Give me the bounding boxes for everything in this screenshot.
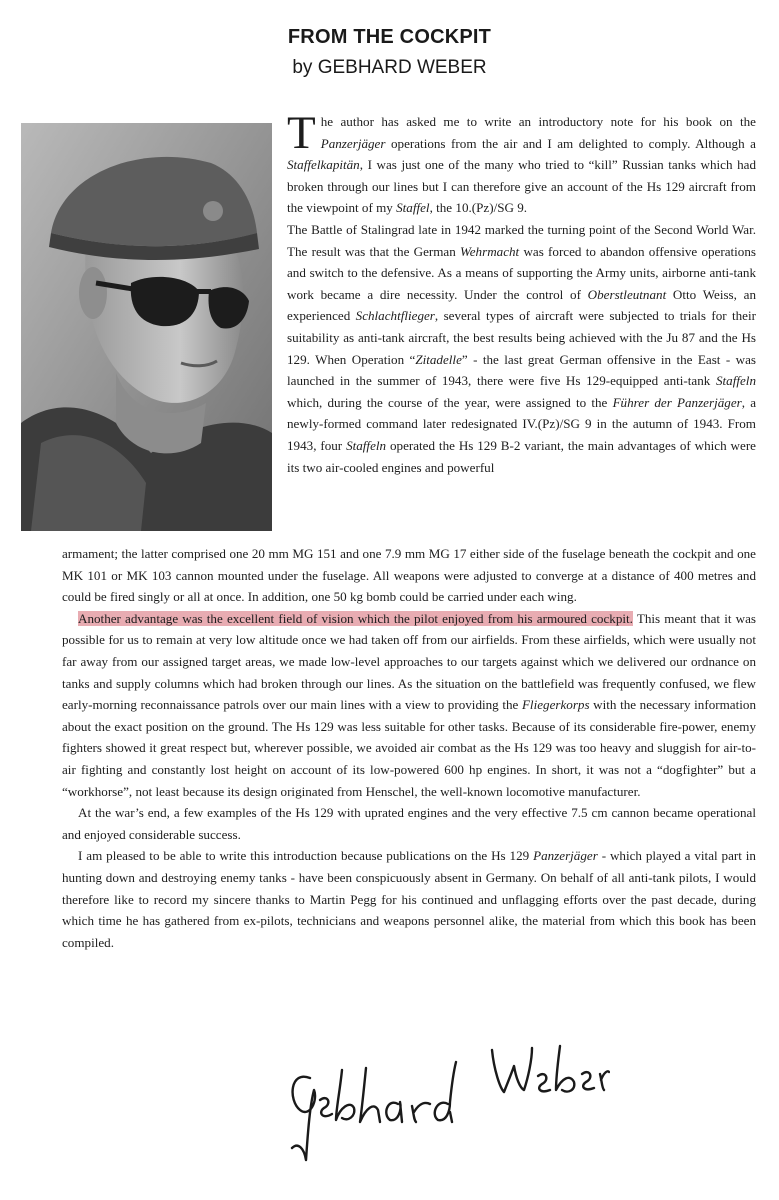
paragraph-intro: The author has asked me to write an introductory note for his book on the Panzerjäger operations from the air and I am delighted to comply. Although a Staffelkapitän, I was just one of the many who tried to “kill” Russian tanks which had broken through our lines but I can therefore give an account of the Hs 129 aircraft from the viewpoint of my Staffel, the 10.(Pz)/SG 9. — [287, 107, 756, 216]
handwritten-signature — [270, 1030, 610, 1170]
author-portrait-photo — [21, 123, 272, 531]
drop-cap: T — [287, 107, 316, 159]
page-title: FROM THE COCKPIT — [287, 26, 492, 48]
paragraph-armament: armament; the latter comprised one 20 mm MG 151 and one 7.9 mm MG 17 either side of the fuselage beneath the cockpit and one MK 101 or MK 103 cannon mounted under the fuselage. All weapons were adjusted to converge at a distance of 400 metres and could be fired singly or all at once. In addition, one 50 kg bomb could be carried under each wing. — [62, 546, 756, 605]
body-text — [62, 543, 756, 953]
highlighted-sentence: Another advantage was the excellent field of vision which the pilot enjoyed from his armoured cockpit. — [78, 610, 633, 626]
intro-column-text — [287, 107, 757, 478]
paragraph-thanks: I am pleased to be able to write this introduction because publications on the Hs 129 Panzerjäger - which played a vital part in hunting down and destroying enemy tanks - have been conspicuously absent in Germany. On behalf of all anti-tank pilots, I would therefore like to record my sincere thanks to Martin Pegg for his continued and unflagging efforts over the past decade, during which time he has gathered from ex-pilots, technicians and weapons personnel alike, the material from which this book has been compiled. — [62, 848, 756, 950]
paragraph-stalingrad: The Battle of Stalingrad late in 1942 marked the turning point of the Second World War. The result was that the German Wehrmacht was forced to abandon offensive operations and switch to the defensive. As a means of supporting the Army units, airborne anti-tank work became a dire necessity. Under the control of Oberstleutnant Otto Weiss, an experienced Schlachtflieger, several types of aircraft were subjected to trials for their suitability as anti-tank aircraft, the best results being achieved with the Ju 87 and the Hs 129. When Operation “Zitadelle” - the last great German offensive in the East - was launched in the summer of 1943, there were five Hs 129-equipped anti-tank Staffeln which, during the course of the year, were assigned to the Führer der Panzerjäger, a newly-formed command later redesignated IV.(Pz)/SG 9 in the autumn of 1943. From 1943, four Staffeln operated the Hs 129 B-2 variant, the main advantages of which were its two air-cooled engines and powerful — [287, 221, 757, 475]
paragraph-cockpit: Another advantage was the excellent field of vision which the pilot enjoyed from his armoured cockpit. This meant that it was possible for us to remain at very low altitude once we had taken off from our airfields. From these airfields, which were usually not far away from our assigned target areas, we made low-level approaches to our targets against which we delivered our ordnance on tanks and supply columns which had broken through our lines. As the situation on the battlefield was frequently confused, we flew early-morning reconnaissance patrols over our main lines with a view to providing the Fliegerkorps with the necessary information about the exact position on the ground. The Hs 129 was less suitable for other tasks. Because of its considerable fire-power, enemy fighters showed it great respect but, wherever possible, we avoided air combat as the Hs 129 was too heavy and sluggish for air-to-air fighting and constantly lost height on account of its low-powered 600 hp engines. In short, it was not a “dogfighter” but a “workhorse”, not least because its design originated from Henschel, the well-known locomotive manufacturer. — [62, 610, 756, 799]
paragraph-wars-end: At the war’s end, a few examples of the Hs 129 with uprated engines and the very effective 7.5 cm cannon became operational and enjoyed considerable success. — [62, 805, 756, 842]
author-byline: by GEBHARD WEBER — [292, 57, 487, 78]
